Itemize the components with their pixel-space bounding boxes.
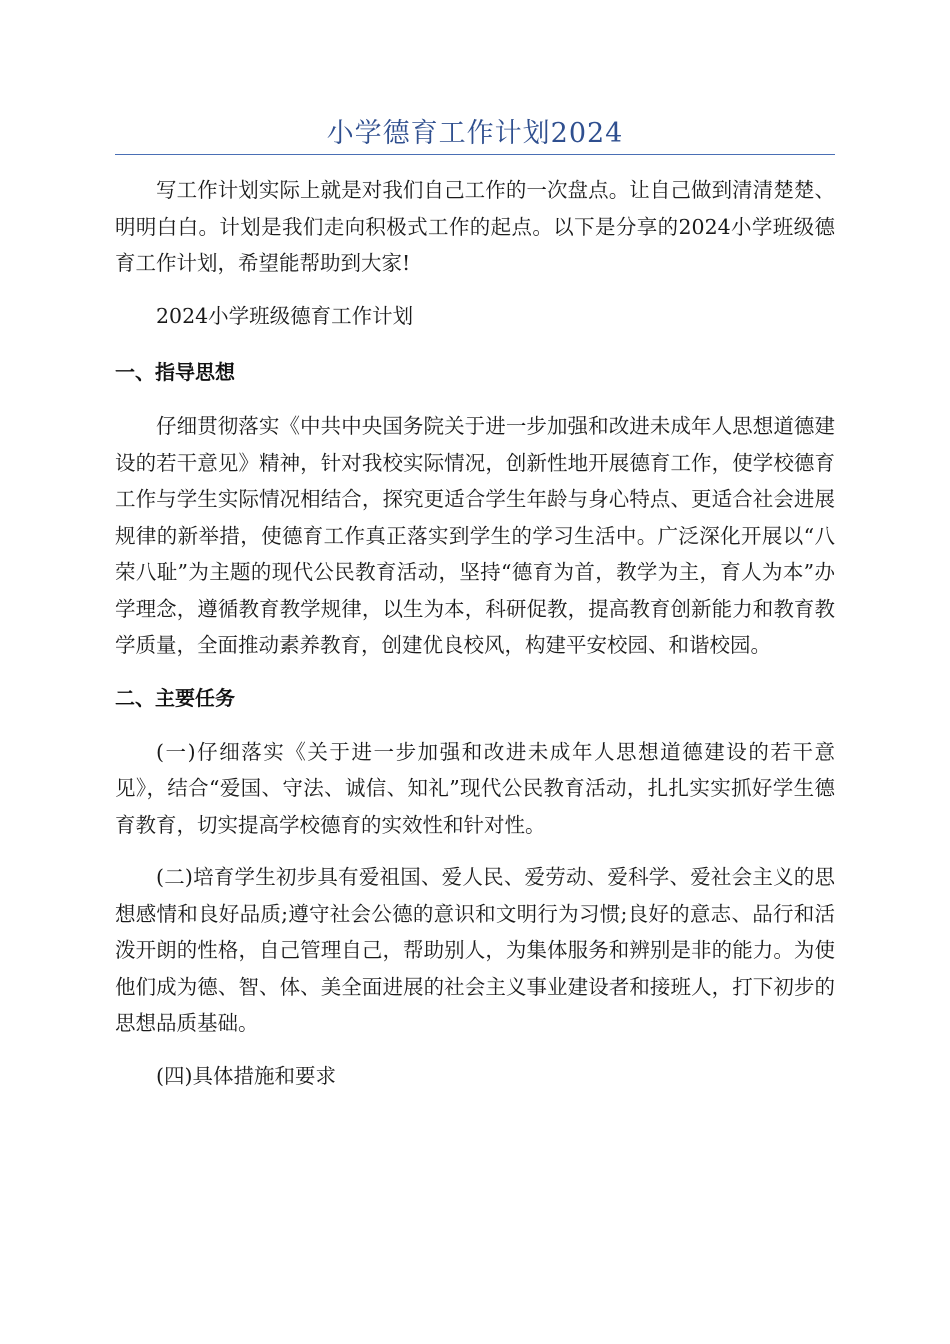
- document-title: 小学德育工作计划2024: [326, 118, 624, 149]
- document-body: [115, 172, 835, 1110]
- task-item-1: (一)仔细落实《关于进一步加强和改进未成年人思想道德建设的若干意见》，结合“爱国、守法、诚信、知礼”现代公民教育活动，扎扎实实抓好学生德育教育，切实提高学校德育的实效性和针对性。: [115, 739, 835, 837]
- guiding-ideology-paragraph: 仔细贯彻落实《中共中央国务院关于进一步加强和改进未成年人思想道德建设的若干意见》精神，针对我校实际情况，创新性地开展德育工作，使学校德育工作与学生实际情况相结合，探究更适合学生年龄与身心特点、更适合社会进展规律的新举措，使德育工作真正落实到学生的学习生活中。广泛深化开展以“八荣八耻”为主题的现代公民教育活动，坚持“德育为首，教学为主，育人为本”办学理念，遵循教育教学规律，以生为本，科研促教，提高教育创新能力和教育教学质量，全面推动素养教育，创建优良校风，构建平安校园、和谐校园。: [115, 414, 835, 657]
- task-item-2: (二)培育学生初步具有爱祖国、爱人民、爱劳动、爱科学、爱社会主义的思想感情和良好品质;遵守社会公德的意识和文明行为习惯;良好的意志、品行和活泼开朗的性格，自己管理自己，帮助别人，为集体服务和辨别是非的能力。为使他们成为德、智、体、美全面进展的社会主义事业建设者和接班人，打下初步的思想品质基础。: [115, 865, 835, 1035]
- title-underline: [115, 154, 835, 155]
- task-item-4: (四)具体措施和要求: [156, 1063, 336, 1088]
- intro-paragraph: 写工作计划实际上就是对我们自己工作的一次盘点。让自己做到清清楚楚、明明白白。计划是我们走向积极式工作的起点。以下是分享的2024小学班级德育工作计划，希望能帮助到大家!: [115, 178, 835, 275]
- plan-subtitle: 2024小学班级德育工作计划: [156, 303, 414, 328]
- section-heading-guiding-ideology: 一、指导思想: [115, 360, 235, 384]
- section-heading-main-tasks: 二、主要任务: [115, 685, 235, 710]
